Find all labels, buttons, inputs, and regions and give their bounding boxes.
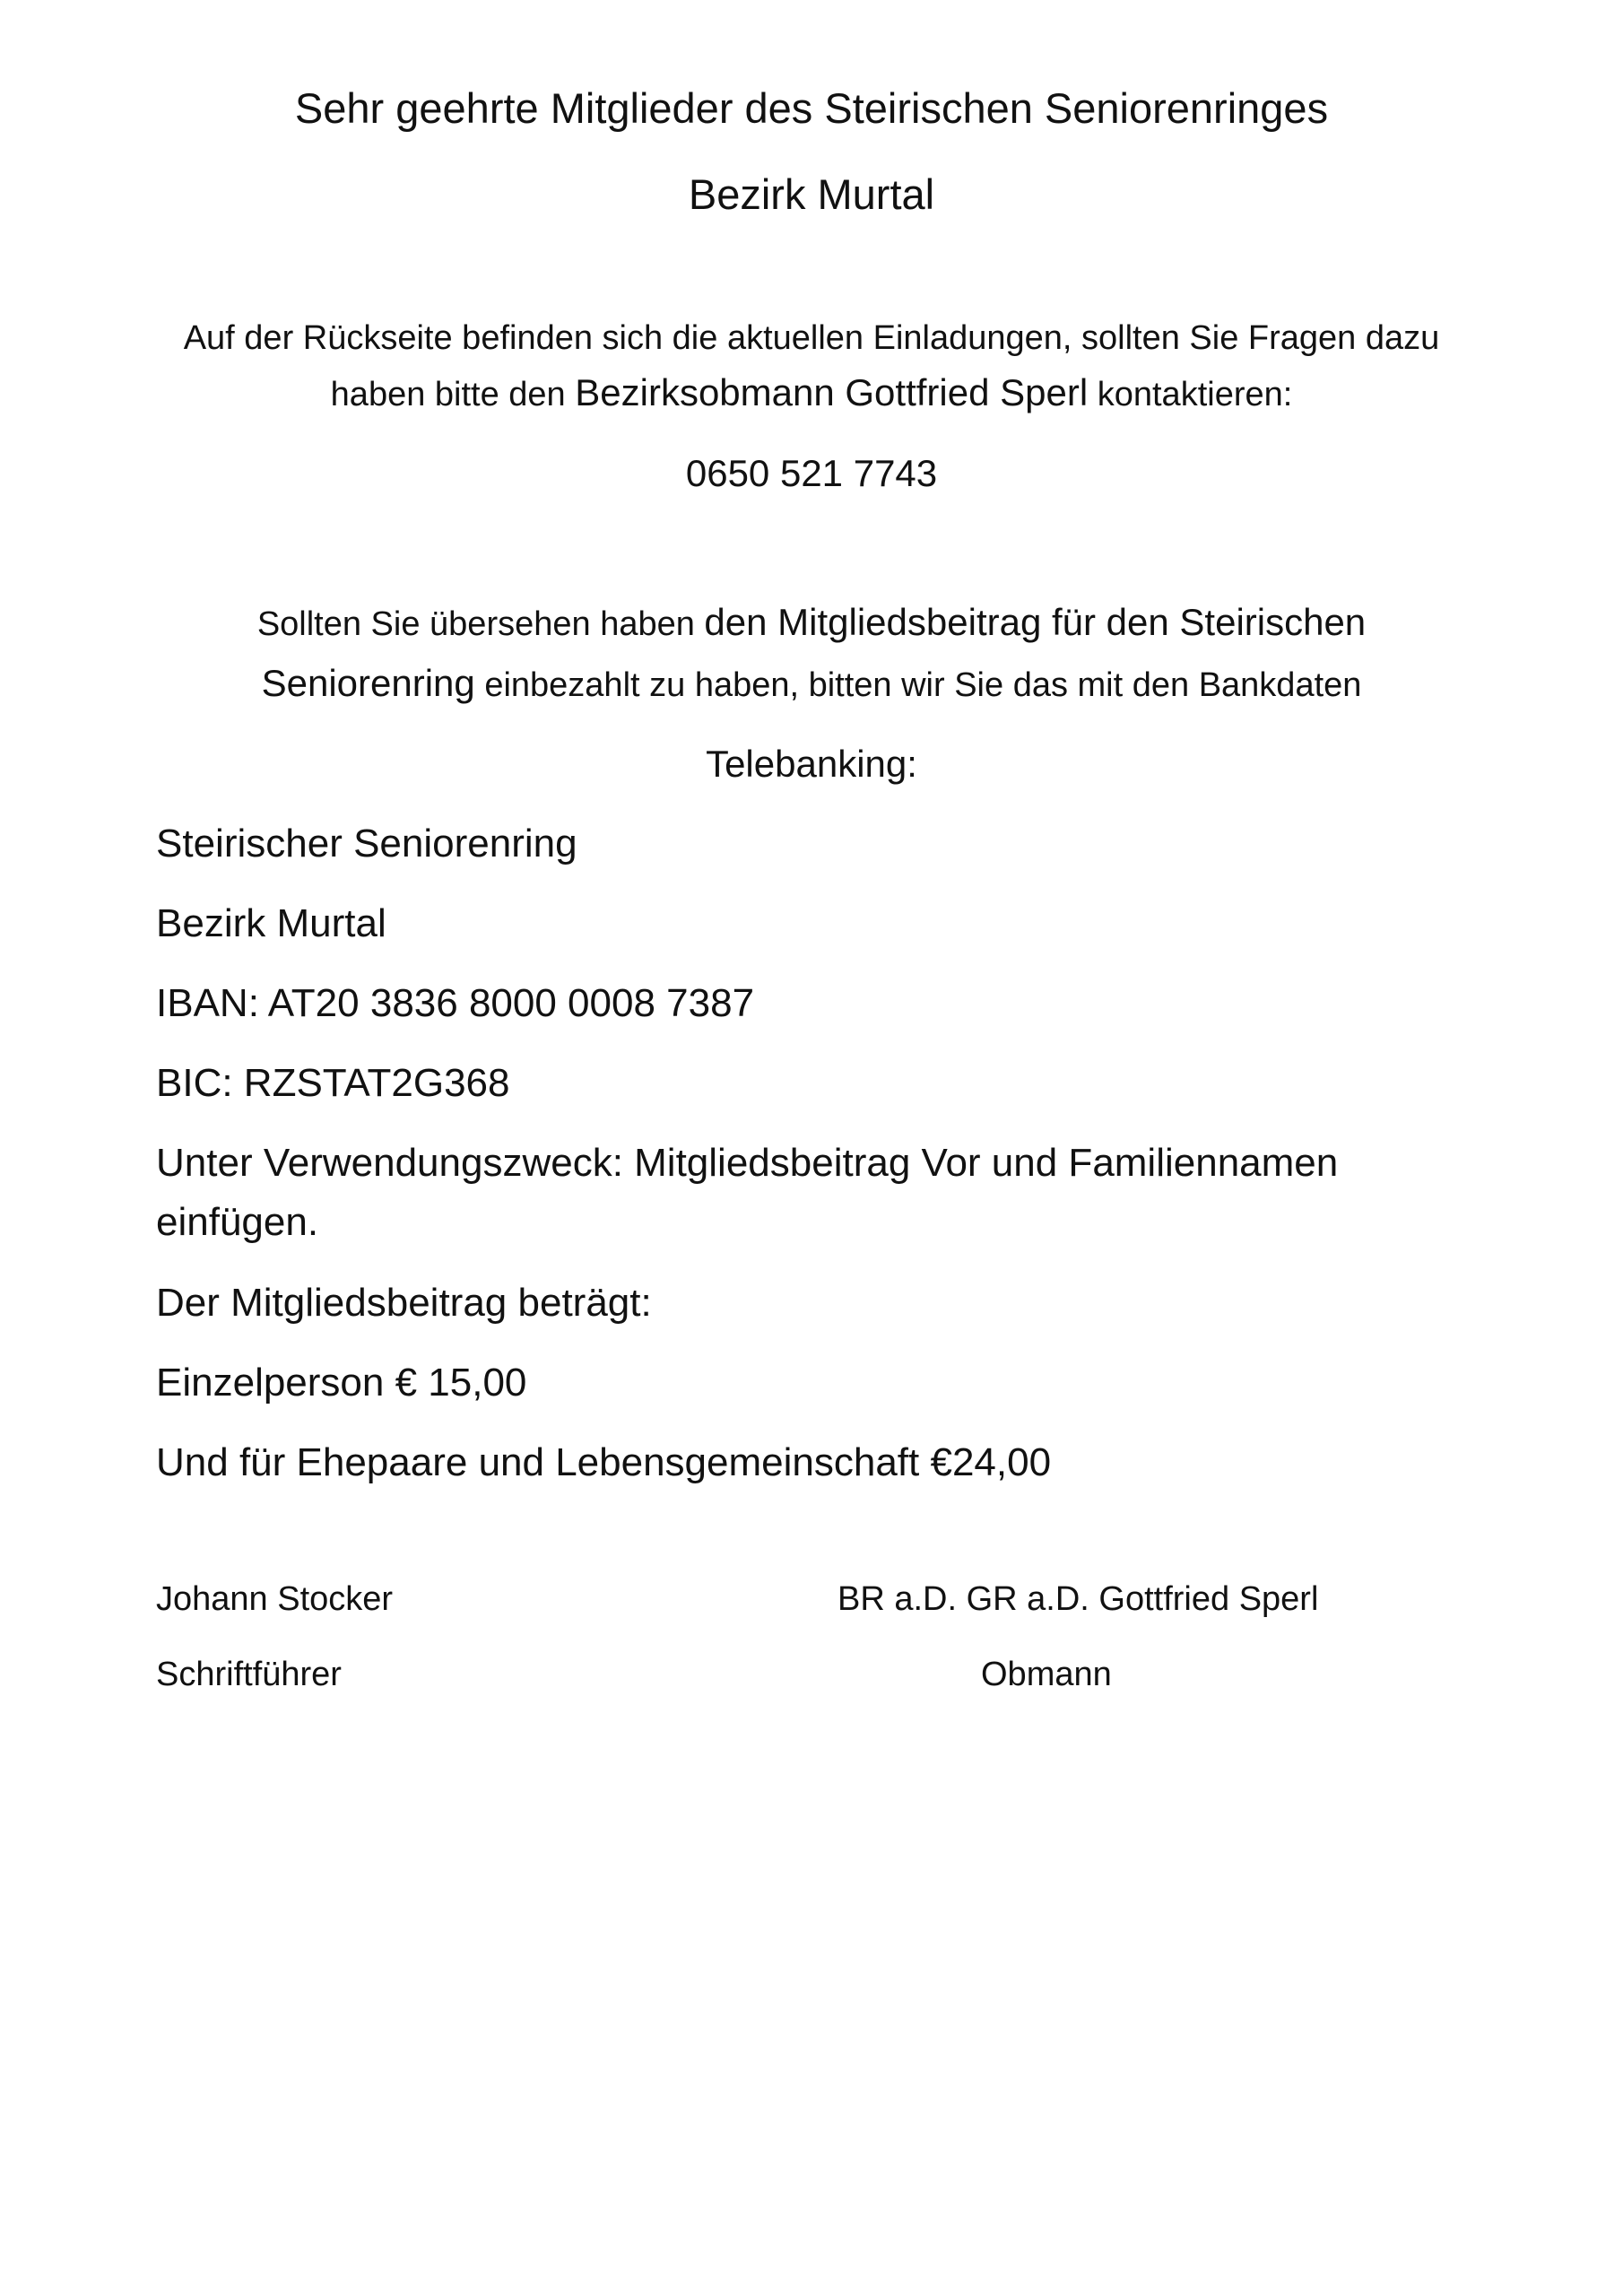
phone-number: 0650 521 7743	[685, 452, 938, 494]
bank-account-district: Bezirk Murtal	[156, 901, 386, 945]
payment-purpose-line-1: Unter Verwendungszweck: Mitgliedsbeitrag Vor und Familiennamen	[156, 1141, 1339, 1185]
document-subtitle: Bezirk Murtal	[688, 170, 935, 218]
reminder-line-2-suffix: einbezahlt zu haben, bitten wir Sie das mit den Bankdaten	[474, 666, 1362, 704]
payment-purpose-line-2: einfügen.	[156, 1200, 319, 1244]
intro-line-2-suffix: kontaktieren:	[1088, 376, 1293, 413]
signature-left-name: Johann Stocker	[156, 1580, 394, 1618]
fee-single: Einzelperson € 15,00	[156, 1361, 527, 1405]
fee-heading: Der Mitgliedsbeitrag beträgt:	[156, 1281, 652, 1325]
intro-line-2	[0, 371, 1623, 415]
bank-bic: BIC: RZSTAT2G368	[156, 1061, 510, 1105]
intro-line-1: Auf der Rückseite befinden sich die aktuellen Einladungen, sollten Sie Fragen dazu	[183, 319, 1440, 357]
bank-iban: IBAN: AT20 3836 8000 0008 7387	[156, 981, 755, 1025]
telebanking-heading: Telebanking:	[706, 743, 917, 785]
chairman-name: Bezirksobmann Gottfried Sperl	[575, 371, 1089, 413]
fee-couple: Und für Ehepaare und Lebensgemeinschaft €24,00	[156, 1440, 1052, 1484]
document-title: Sehr geehrte Mitglieder des Steirischen Seniorenringes	[294, 84, 1329, 132]
bank-account-name: Steirischer Seniorenring	[156, 822, 577, 865]
reminder-line-1-prefix: Sollten Sie übersehen haben	[256, 605, 705, 643]
intro-line-2-prefix: haben bitte den	[330, 376, 576, 413]
reminder-line-2-emphasis: Seniorenring	[261, 662, 475, 704]
reminder-line-1-emphasis: den Mitgliedsbeitrag für den Steirischen	[704, 601, 1367, 643]
signature-left-role: Schriftführer	[156, 1656, 342, 1693]
reminder-line-1	[0, 601, 1623, 645]
signature-right-role: Obmann	[981, 1656, 1112, 1693]
signature-right-name: BR a.D. GR a.D. Gottfried Sperl	[838, 1580, 1319, 1618]
reminder-line-2	[0, 662, 1623, 706]
